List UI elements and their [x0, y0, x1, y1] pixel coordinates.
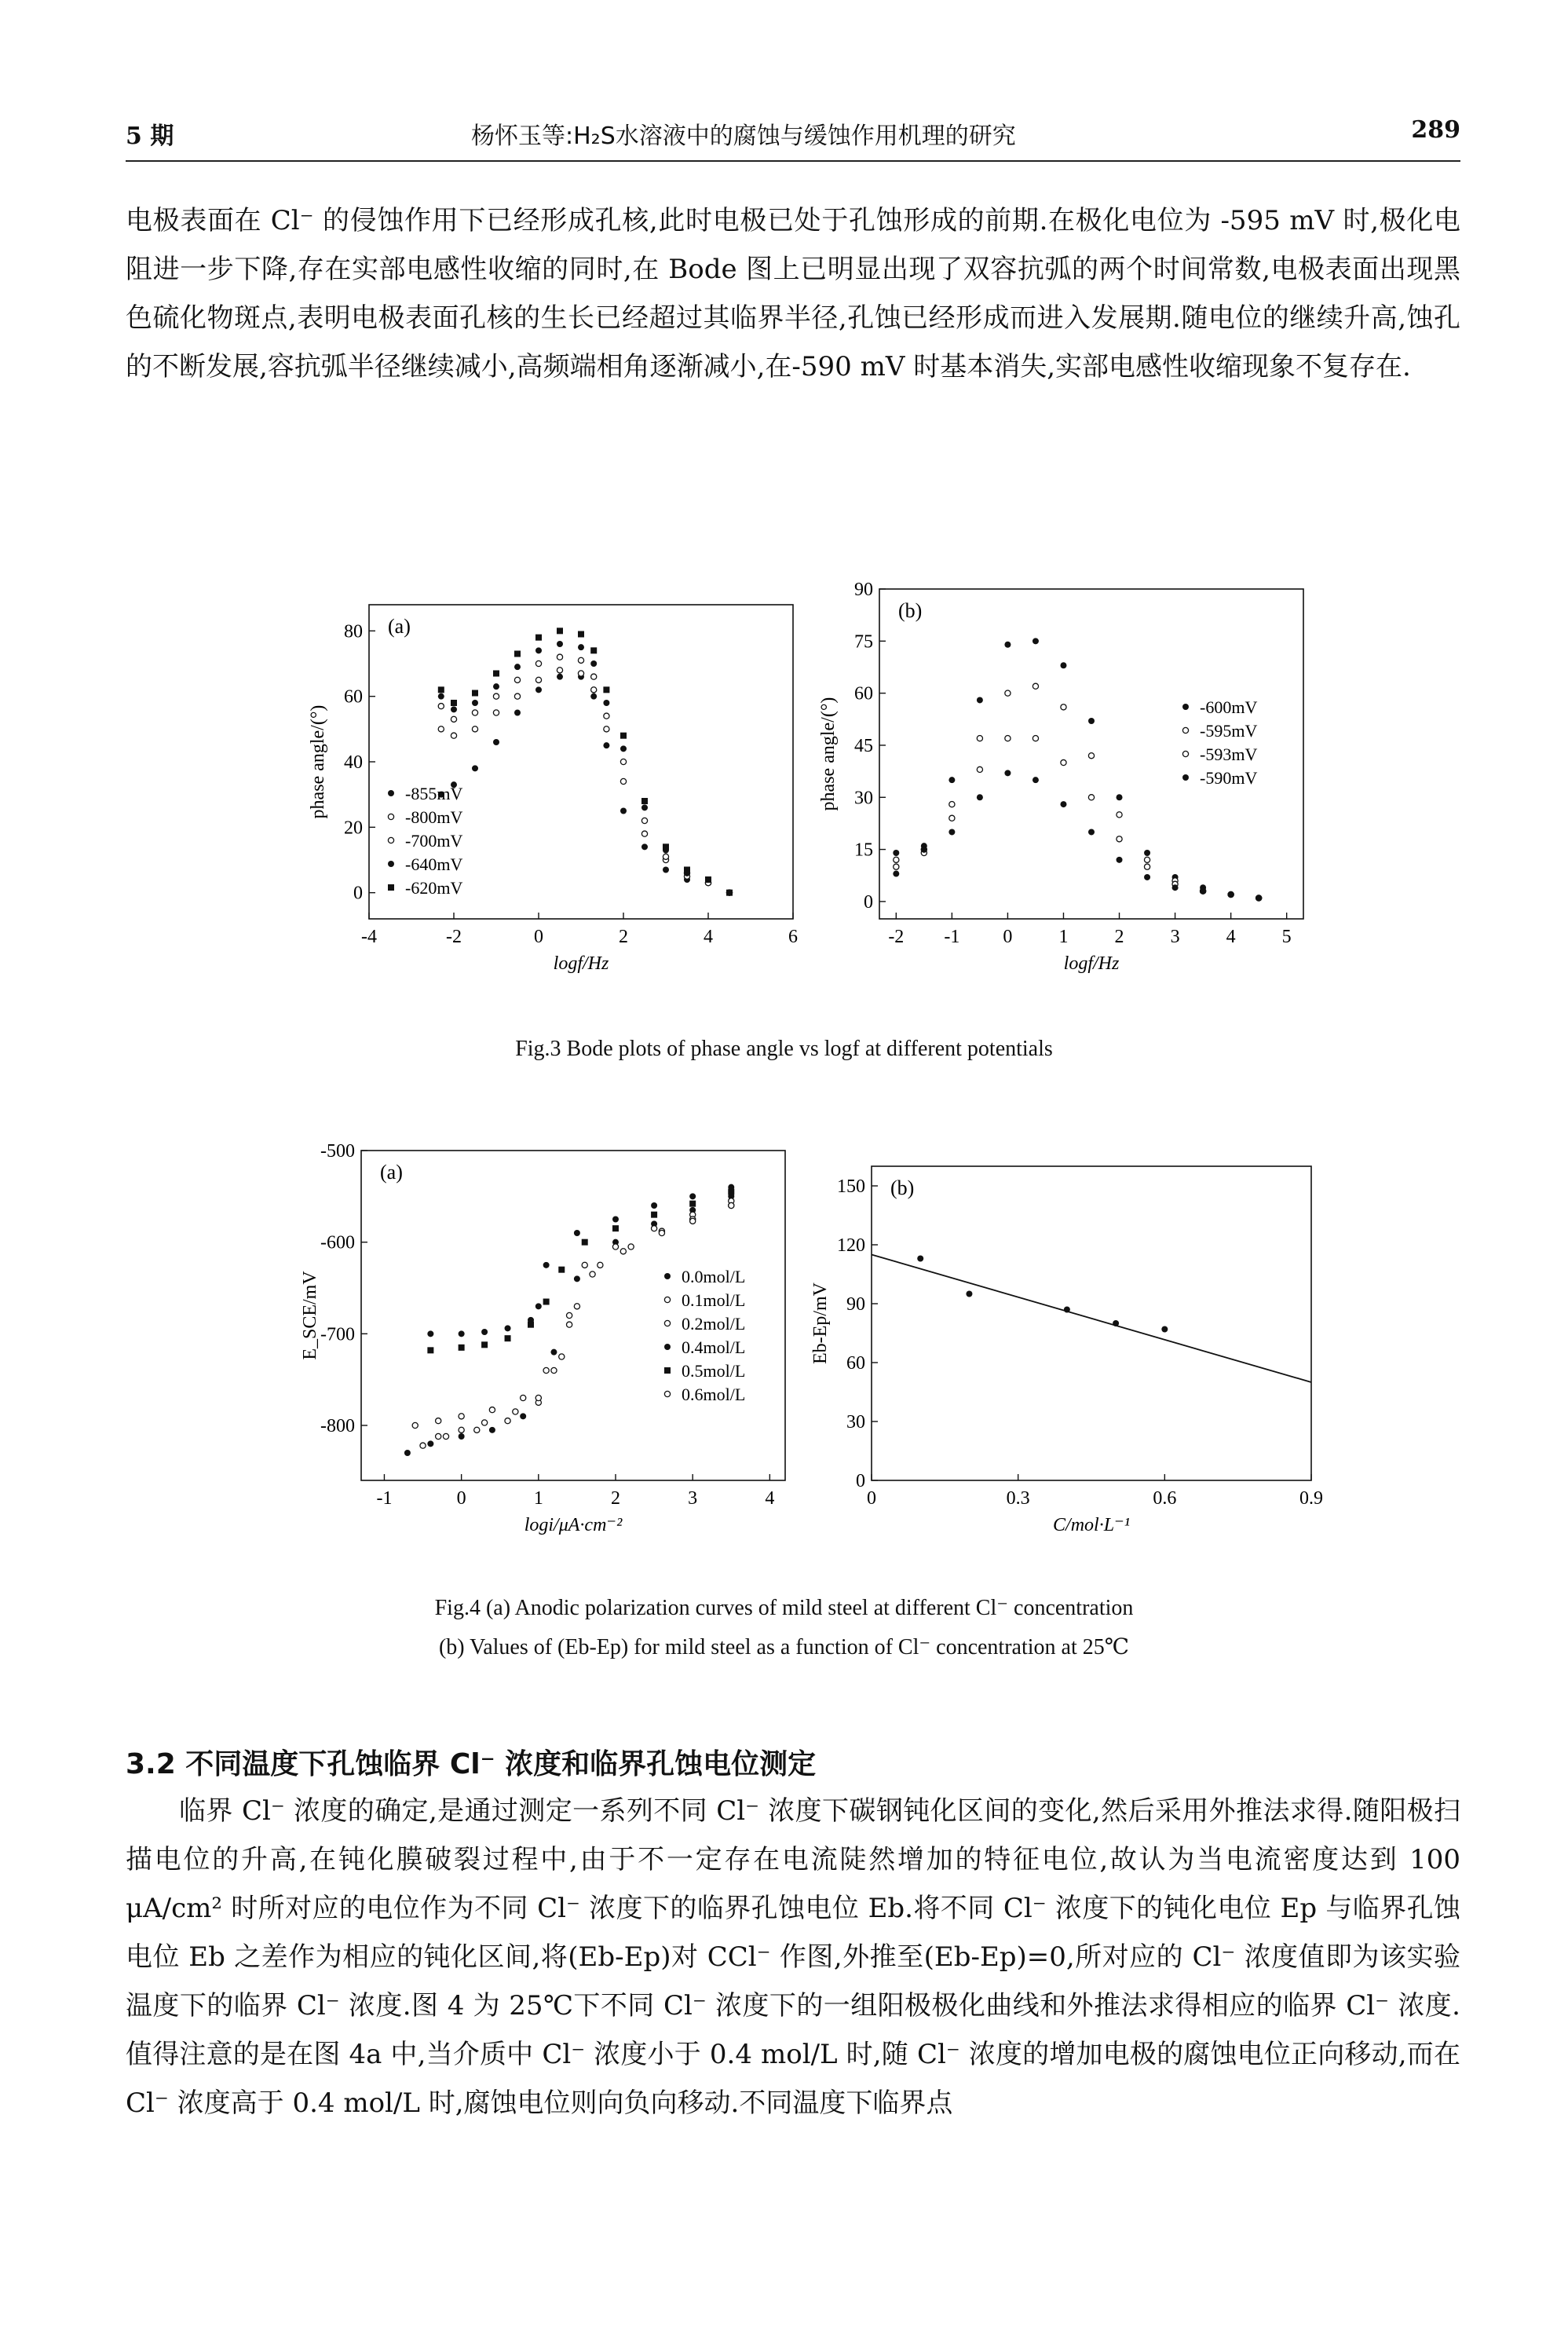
legend-label: 0.1mol/L	[682, 1290, 746, 1310]
legend-label: -620mV	[405, 878, 463, 898]
data-point	[1144, 874, 1150, 880]
data-point	[505, 1335, 511, 1341]
y-axis-label: phase angle/(°)	[308, 704, 328, 819]
paragraph-2: 临界 Cl⁻ 浓度的确定,是通过测定一系列不同 Cl⁻ 浓度下碳钢钝化区间的变化,然后采用外推法求得.随阳极扫描电位的升高,在钝化膜破裂过程中,由于不一定存在电流陡然增加的特征电位,故认为当电流密度达到 100 μA/cm² 时所对应的电位作为不同 Cl⁻ 浓度下的临界孔蚀电位 Eb.将不同 Cl⁻ 浓度下的钝化电位 Ep 与临界孔蚀电位 Eb 之差作为相应的钝化区间,将(Eb-Ep)对 CCl⁻ 作图,外推至(Eb-Ep)=0,所对应的 Cl⁻ 浓度值即为该实验温度下的临界 Cl⁻ 浓度.图 4 为 25℃下不同 Cl⁻ 浓度下的一组阳极极化曲线和外推法求得相应的临界 Cl⁻ 浓度.值得注意的是在图 4a 中,当介质中 Cl⁻ 浓度小于 0.4 mol/L 时,随 Cl⁻ 浓度的增加电极的腐蚀电位正向移动,而在 Cl⁻ 浓度高于 0.4 mol/L 时,腐蚀电位则向负向移动.不同温度下临界点	[126, 1795, 1460, 2119]
page-number: 289	[1411, 116, 1460, 144]
data-point	[590, 693, 597, 700]
data-point	[1033, 683, 1038, 689]
data-point	[578, 671, 583, 676]
y-axis-label: E_SCE/mV	[300, 1271, 320, 1360]
data-point	[604, 726, 609, 732]
data-point	[543, 1367, 549, 1373]
y-tick-label: 40	[344, 752, 363, 773]
data-point	[1088, 795, 1094, 800]
y-tick-label: 120	[837, 1235, 865, 1256]
data-point	[1088, 718, 1095, 724]
data-point	[459, 1330, 465, 1337]
data-point	[472, 710, 477, 715]
data-point	[591, 687, 597, 693]
data-point	[620, 759, 626, 764]
data-point	[520, 1413, 526, 1419]
data-point	[728, 1189, 734, 1195]
legend-label: 0.4mol/L	[682, 1337, 746, 1357]
data-point	[1117, 857, 1123, 863]
x-tick-label: 5	[1281, 927, 1292, 947]
data-point	[1117, 794, 1123, 800]
data-point	[1004, 770, 1011, 776]
data-point	[451, 716, 456, 722]
data-point	[651, 1202, 657, 1209]
paragraph-1: 电极表面在 Cl⁻ 的侵蚀作用下已经形成孔核,此时电极已处于孔蚀形成的前期.在极化电位为 -595 mV 时,极化电阻进一步下降,存在实部电感性收缩的同时,在 Bode 图上已明显出现了双容抗弧的两个时间常数,电极表面出现黑色硫化物斑点,表明电极表面孔核的生长已经超过其临界半径,孔蚀已经形成而进入发展期.随电位的继续升高,蚀孔的不断发展,容抗弧半径继续减小,高频端相角逐渐减小,在-590 mV 时基本消失,实部电感性收缩现象不复存在.	[126, 205, 1460, 382]
x-tick-label: 0	[456, 1488, 466, 1509]
data-point	[582, 1239, 588, 1246]
data-point	[566, 1312, 572, 1318]
x-tick-label: -1	[944, 927, 960, 947]
y-tick-label: 30	[846, 1412, 865, 1432]
data-point	[535, 1395, 541, 1400]
data-point	[1060, 801, 1066, 807]
fit-line	[872, 1255, 1311, 1383]
data-point	[535, 660, 541, 666]
data-point	[459, 1414, 464, 1419]
x-tick-label: -2	[888, 927, 905, 947]
y-tick-label: 60	[344, 686, 363, 708]
x-tick-label: 0	[1003, 927, 1013, 947]
data-point	[620, 733, 627, 739]
data-point	[514, 710, 521, 716]
data-point	[438, 704, 444, 709]
data-point	[917, 1256, 923, 1262]
data-point	[948, 777, 955, 783]
data-point	[1200, 888, 1206, 895]
x-axis-label: logf/Hz	[553, 953, 609, 974]
data-point	[451, 700, 457, 706]
legend-label: -590mV	[1200, 768, 1258, 788]
data-point	[489, 1407, 495, 1413]
data-point	[443, 1433, 448, 1439]
data-point	[620, 1249, 626, 1254]
x-tick-label: 3	[1170, 927, 1180, 947]
running-header	[126, 116, 1460, 160]
data-point	[493, 671, 499, 677]
y-tick-label: -600	[320, 1232, 355, 1253]
data-point	[514, 651, 521, 657]
data-point	[603, 686, 609, 693]
x-tick-label: 2	[1114, 927, 1124, 947]
data-point	[472, 765, 478, 771]
data-point	[574, 1275, 580, 1282]
data-point	[1255, 895, 1262, 901]
data-point	[436, 1418, 441, 1424]
legend-marker	[1182, 751, 1188, 756]
legend-marker	[664, 1367, 671, 1374]
data-point	[427, 1347, 433, 1353]
data-point	[663, 867, 669, 873]
legend-label: -700mV	[405, 831, 463, 851]
data-point	[513, 1409, 518, 1414]
data-point	[481, 1420, 487, 1425]
data-point	[1144, 857, 1150, 862]
x-axis-label: logf/Hz	[1063, 953, 1120, 974]
x-axis-label: logi/μA·cm⁻²	[524, 1515, 623, 1535]
legend-label: -595mV	[1200, 721, 1258, 741]
data-point	[603, 700, 609, 706]
x-tick-label: 0	[867, 1488, 876, 1509]
data-point	[459, 1345, 465, 1351]
data-point	[558, 1267, 565, 1273]
data-point	[557, 627, 563, 634]
data-point	[438, 693, 444, 700]
panel-label: (a)	[388, 615, 411, 638]
data-point	[893, 850, 899, 856]
y-tick-label: 90	[854, 580, 873, 600]
data-point	[949, 802, 955, 807]
running-title: 杨怀玉等:H₂S水溶液中的腐蚀与缓蚀作用机理的研究	[471, 123, 1016, 150]
data-point	[1228, 891, 1234, 898]
data-point	[948, 829, 955, 835]
x-tick-label: 2	[619, 927, 628, 947]
data-point	[535, 635, 542, 641]
panel-label: (b)	[890, 1176, 915, 1199]
data-point	[436, 1433, 441, 1439]
data-point	[472, 690, 478, 697]
data-point	[603, 742, 609, 748]
data-point	[427, 1440, 433, 1447]
data-point	[404, 1450, 411, 1456]
legend-marker	[664, 1320, 670, 1326]
data-point	[472, 726, 477, 732]
data-point	[582, 1262, 587, 1268]
data-point	[451, 733, 456, 738]
data-point	[535, 686, 542, 693]
legend-marker	[1182, 704, 1189, 710]
x-tick-label: 6	[788, 927, 798, 947]
fig4-caption-b: (b) Values of (Eb-Ep) for mild steel as a function of Cl⁻ concentration at 25℃	[438, 1635, 1130, 1659]
legend-marker	[664, 1391, 670, 1396]
x-tick-label: 4	[704, 927, 713, 947]
x-axis-label: C/mol·L⁻¹	[1053, 1515, 1130, 1535]
y-tick-label: -500	[320, 1141, 355, 1162]
data-point	[550, 1349, 557, 1356]
y-tick-label: 15	[854, 840, 873, 861]
data-point	[551, 1367, 557, 1373]
legend-marker	[1182, 727, 1188, 733]
data-point	[557, 641, 563, 647]
data-point	[659, 1230, 664, 1235]
data-point	[1004, 642, 1011, 648]
data-point	[543, 1262, 550, 1268]
data-point	[543, 1299, 550, 1305]
data-point	[557, 668, 562, 673]
y-tick-label: -800	[320, 1416, 355, 1436]
data-point	[591, 674, 597, 679]
fig3-caption: Fig.3 Bode plots of phase angle vs logf at different potentials	[515, 1037, 1053, 1061]
x-tick-label: 0.9	[1299, 1488, 1323, 1509]
data-point	[514, 693, 520, 699]
data-point	[628, 1244, 634, 1249]
data-point	[663, 843, 669, 850]
fig3b-chart	[818, 580, 1327, 993]
legend-marker	[388, 790, 394, 796]
x-tick-label: 1	[533, 1488, 543, 1509]
data-point	[620, 808, 627, 814]
issue-label: 5 期	[126, 123, 174, 150]
data-point	[427, 1330, 433, 1337]
y-tick-label: 60	[854, 683, 873, 704]
data-point	[1005, 736, 1011, 741]
data-point	[598, 1262, 603, 1268]
legend-marker	[664, 1344, 671, 1350]
x-tick-label: 4	[765, 1488, 775, 1509]
data-point	[641, 818, 647, 823]
data-point	[689, 1193, 696, 1199]
header-rule	[126, 160, 1460, 162]
legend-label: -855mV	[405, 784, 463, 803]
data-point	[451, 706, 457, 712]
data-point	[651, 1226, 656, 1231]
data-point	[894, 864, 899, 869]
data-point	[521, 1395, 526, 1400]
data-point	[590, 1271, 595, 1277]
x-tick-label: 0.3	[1006, 1488, 1030, 1509]
data-point	[1033, 777, 1039, 783]
data-point	[620, 778, 626, 784]
data-point	[977, 697, 983, 703]
data-point	[612, 1244, 618, 1249]
legend-label: 0.2mol/L	[682, 1314, 746, 1334]
data-point	[921, 847, 927, 853]
data-point	[977, 736, 982, 741]
data-point	[1088, 753, 1094, 759]
data-point	[481, 1329, 488, 1335]
section-title: 3.2 不同温度下孔蚀临界 Cl⁻ 浓度和临界孔蚀电位测定	[126, 1748, 817, 1780]
data-point	[1172, 884, 1179, 891]
y-tick-label: 30	[854, 788, 873, 809]
data-point	[481, 1341, 488, 1348]
data-point	[493, 683, 499, 690]
data-point	[893, 871, 899, 877]
y-tick-label: 0	[856, 1471, 865, 1491]
data-point	[566, 1322, 572, 1327]
data-point	[612, 1217, 619, 1223]
data-point	[966, 1291, 972, 1297]
legend-marker	[664, 1297, 670, 1302]
data-point	[641, 843, 648, 850]
data-point	[557, 654, 562, 660]
data-point	[535, 647, 542, 653]
y-tick-label: 45	[854, 735, 873, 756]
legend-marker	[388, 814, 393, 819]
y-tick-label: 75	[854, 631, 873, 653]
data-point	[574, 1230, 580, 1236]
y-tick-label: 60	[846, 1353, 865, 1374]
data-point	[1033, 638, 1039, 644]
data-point	[977, 794, 983, 800]
data-point	[505, 1325, 511, 1331]
data-point	[574, 1304, 579, 1309]
y-tick-label: 150	[837, 1176, 865, 1197]
x-tick-label: 1	[1058, 927, 1069, 947]
data-point	[1061, 759, 1066, 765]
data-point	[535, 677, 541, 682]
legend-label: -640mV	[405, 854, 463, 874]
fig4-caption-a: Fig.4 (a) Anodic polarization curves of mild steel at different Cl⁻ concentration	[434, 1596, 1134, 1620]
fig4a-chart	[291, 1143, 809, 1554]
data-point	[684, 867, 690, 873]
panel-label: (b)	[898, 599, 923, 622]
x-tick-label: 0	[534, 927, 543, 947]
data-point	[557, 674, 563, 680]
y-tick-label: -700	[320, 1324, 355, 1345]
data-point	[493, 710, 499, 715]
x-tick-label: 0.6	[1153, 1488, 1177, 1509]
legend-marker	[388, 837, 393, 843]
data-point	[1033, 736, 1038, 741]
x-tick-label: 4	[1226, 927, 1236, 947]
data-point	[689, 1201, 696, 1207]
data-point	[651, 1212, 657, 1218]
data-point	[726, 890, 733, 896]
data-point	[578, 644, 584, 650]
data-point	[528, 1322, 534, 1328]
data-point	[604, 713, 609, 719]
data-point	[620, 745, 627, 752]
legend-label: -593mV	[1200, 745, 1258, 764]
legend-label: 0.0mol/L	[682, 1267, 746, 1286]
data-point	[559, 1354, 565, 1359]
y-axis-label: phase angle/(°)	[818, 697, 839, 811]
data-point	[1060, 662, 1066, 668]
data-point	[590, 647, 597, 653]
data-point	[438, 726, 444, 732]
legend-label: -800mV	[405, 807, 463, 827]
data-point	[420, 1443, 426, 1448]
data-point	[612, 1225, 619, 1231]
data-point	[641, 831, 647, 836]
data-point	[1005, 690, 1011, 696]
data-point	[1144, 864, 1150, 869]
legend-label: 0.6mol/L	[682, 1385, 746, 1404]
y-tick-label: 0	[864, 891, 873, 913]
legend-marker	[388, 861, 394, 867]
legend-label: -600mV	[1200, 697, 1258, 717]
data-point	[459, 1427, 464, 1432]
legend-marker	[1182, 774, 1189, 781]
plot-frame	[872, 1166, 1311, 1480]
data-point	[949, 815, 955, 821]
data-point	[977, 767, 982, 772]
data-point	[472, 700, 478, 706]
x-tick-label: -2	[446, 927, 462, 947]
fig3a-chart	[308, 581, 817, 993]
data-point	[1144, 850, 1150, 856]
data-point	[729, 1202, 734, 1208]
y-tick-label: 0	[353, 883, 363, 904]
data-point	[894, 857, 899, 862]
data-point	[493, 693, 499, 699]
y-tick-label: 20	[344, 818, 363, 839]
x-tick-label: 2	[611, 1488, 620, 1509]
data-point	[412, 1422, 418, 1428]
data-point	[514, 664, 521, 670]
data-point	[459, 1433, 465, 1440]
data-point	[705, 876, 711, 883]
data-point	[535, 1303, 542, 1309]
legend-label: 0.5mol/L	[682, 1361, 746, 1381]
data-point	[493, 739, 499, 745]
y-axis-label: Eb-Ep/mV	[810, 1282, 831, 1364]
data-point	[1117, 836, 1122, 842]
data-point	[690, 1218, 696, 1224]
y-tick-label: 90	[846, 1294, 865, 1315]
y-tick-label: 80	[344, 621, 363, 642]
x-tick-label: -1	[376, 1488, 393, 1509]
data-point	[578, 631, 584, 638]
data-point	[1061, 704, 1066, 710]
x-tick-label: -4	[361, 927, 377, 947]
data-point	[1117, 812, 1122, 818]
data-point	[663, 854, 668, 859]
data-point	[438, 686, 444, 693]
data-point	[590, 660, 597, 667]
data-point	[1161, 1326, 1168, 1333]
fig4b-chart	[810, 1143, 1335, 1554]
panel-label: (a)	[380, 1161, 403, 1184]
data-point	[489, 1427, 495, 1433]
data-point	[578, 657, 583, 663]
data-point	[641, 798, 648, 804]
legend-marker	[388, 884, 394, 891]
legend-marker	[664, 1273, 671, 1279]
data-point	[1088, 829, 1095, 835]
data-point	[641, 804, 648, 810]
data-point	[514, 677, 520, 682]
data-point	[505, 1418, 510, 1424]
data-point	[474, 1427, 480, 1432]
x-tick-label: 3	[688, 1488, 698, 1509]
